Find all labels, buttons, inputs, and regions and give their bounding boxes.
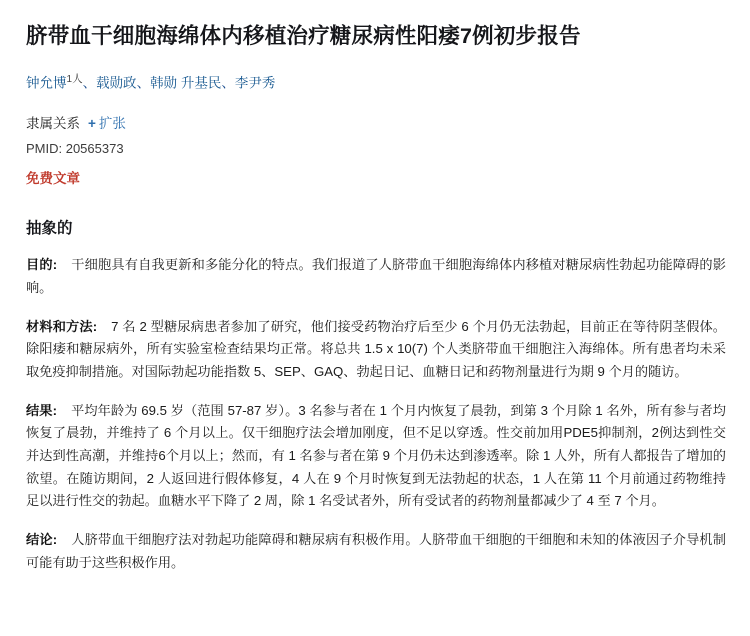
author-orcid-icon: 人: [72, 73, 83, 86]
section-text-methods: 7 名 2 型糖尿病患者参加了研究，他们接受药物治疗后至少 6 个月仍无法勃起，目前正在等待阴茎假体。除阳痿和糖尿病外，所有实验室检查结果均正常。将总共 1.5 x 10(7) 个人类脐带血干细胞注入海绵体。所有患者均未采取免疫抑制措施。对国际勃起功能指数 5、SEP、GAQ、勃起日记、血糖日记和药物剂量进行为期 9 个月的随访。: [26, 318, 726, 379]
abstract-section-results: [26, 400, 726, 514]
author-list: [26, 71, 726, 94]
section-text-conclusion: 人脐带血干细胞疗法对勃起功能障碍和糖尿病有积极作用。人脐带血干细胞的干细胞和未知的体液因子介导机制可能有助于这些积极作用。: [26, 532, 726, 570]
free-article-badge: 免费文章: [26, 171, 80, 187]
section-label-purpose: 目的:: [26, 257, 58, 273]
section-label-conclusion: 结论:: [26, 532, 58, 548]
section-text-results: 平均年龄为 69.5 岁（范围 57-87 岁）。3 名参与者在 1 个月内恢复了晨勃，到第 3 个月除 1 名外，所有参与者均恢复了晨勃，并维持了 6 个月以上。仅干细胞疗法会增加刚度，但不足以穿透。性交前加用PDE5抑制剂，2例达到性交并达到性高潮，并维持6个月以上；然而，有 1 名参与者在第 9 个月仍未达到渗透率。除 1 人外，所有人都报告了增加的欲望。在随访期间，2 人返回进行假体修复，4 人在 9 个月时恢复到无法勃起的状态，1 人在第 11 个月前通过药物维持足以进行性交的勃起。血糖水平下降了 2 周，除 1 名受试者外，所有受试者的药物剂量都减少了 4 至 7 个月。: [26, 402, 726, 509]
author-separator-2: 、: [136, 75, 151, 91]
abstract-section-purpose: [26, 254, 726, 299]
abstract-section-conclusion: [26, 529, 726, 574]
author-separator-1: 、: [82, 75, 97, 91]
section-label-methods: 材料和方法:: [26, 318, 98, 334]
plus-icon[interactable]: +: [88, 116, 96, 132]
pmid-text: PMID: 20565373: [26, 141, 124, 157]
abstract-section-methods: [26, 316, 726, 384]
author-link-3[interactable]: 韩勋 升基民: [150, 75, 222, 91]
abstract-heading: 抽象的: [26, 220, 73, 238]
author-separator-3: 、: [221, 75, 235, 91]
section-label-results: 结果:: [26, 402, 57, 418]
expand-affiliations-button[interactable]: 扩张: [98, 116, 126, 132]
author-link-2[interactable]: 载勋政: [96, 75, 137, 91]
section-text-purpose: 干细胞具有自我更新和多能分化的特点。我们报道了人脐带血干细胞海绵体内移植对糖尿病性勃起功能障碍的影响。: [26, 257, 726, 295]
page-title: 脐带血干细胞海绵体内移植治疗糖尿病性阳痿7例初步报告: [26, 24, 581, 48]
author-link-4[interactable]: 李尹秀: [234, 75, 276, 91]
affiliations-label: 隶属关系: [26, 116, 80, 132]
affiliations-row: [26, 112, 726, 132]
author-link-1[interactable]: 钟允博: [26, 75, 67, 91]
author-affiliation-marker-1: 1: [66, 74, 73, 86]
